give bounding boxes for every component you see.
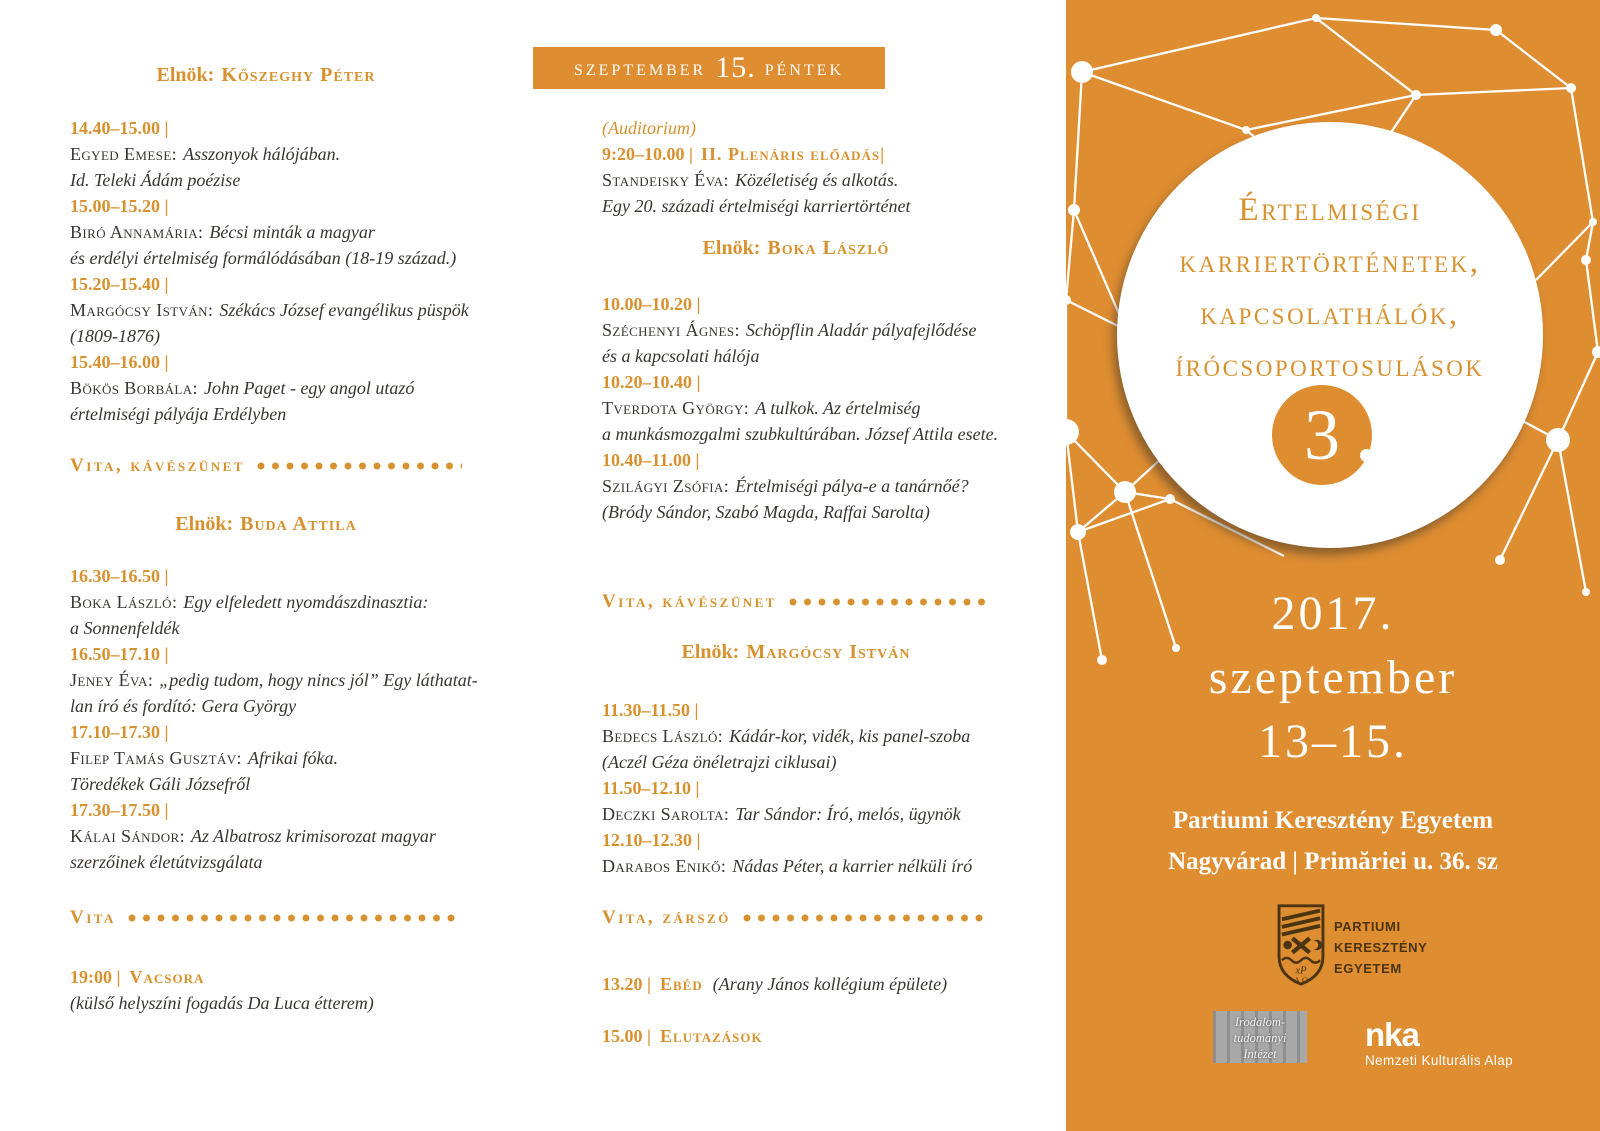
auditorium-note: (Auditorium) xyxy=(602,118,696,138)
talk-line xyxy=(70,219,462,245)
lunch-line xyxy=(602,971,990,997)
talk-title: Afrikai fóka. xyxy=(247,748,338,768)
dinner-note: (külső helyszíni fogadás Da Luca étterem) xyxy=(70,993,374,1013)
speaker-name: Kálai Sándor: xyxy=(70,826,185,846)
pke-logo xyxy=(1275,903,1427,987)
talk-line xyxy=(602,317,990,343)
talk-title-cont: Töredékek Gáli Józsefről xyxy=(70,774,251,794)
meal-time: 19:00 | xyxy=(70,967,121,987)
speaker-name: Jeney Éva: xyxy=(70,670,154,690)
conference-title-line: karriertörténetek, xyxy=(1179,244,1481,280)
talk-line xyxy=(602,167,990,193)
talk-title: Az Albatrosz krimisorozat magyar xyxy=(190,826,436,846)
program-column-day3 xyxy=(533,0,999,1049)
talk-title: A tulkok. Az értelmiség xyxy=(755,398,921,418)
lunch-note: (Arany János kollégium épülete) xyxy=(712,974,948,994)
talk-title: Székács József evangélikus püspök xyxy=(219,300,469,320)
conference-title-line: írócsoportosulások xyxy=(1175,348,1485,384)
talk-title: „pedig tudom, hogy nincs jól” Egy láthatat- xyxy=(159,670,478,690)
program-column-day2 xyxy=(70,0,478,1016)
talk-title-cont: értelmiségi pályája Erdélyben xyxy=(70,404,287,424)
talk-line xyxy=(602,473,990,499)
departure-time: 15.00 | xyxy=(602,1026,651,1046)
talk-title-cont: a munkásmozgalmi szubkultúrában. József Attila esete. xyxy=(602,424,999,444)
talk-title: John Paget - egy angol utazó xyxy=(203,378,415,398)
session-time: 11.50–12.10 | xyxy=(602,778,700,798)
session-time: 12.10–12.30 | xyxy=(602,830,701,850)
chair-label: Elnök: xyxy=(702,237,761,259)
talk-title-cont: a Sonnenfeldék xyxy=(70,618,180,638)
speaker-name: Filep Tamás Gusztáv: xyxy=(70,748,242,768)
talk-line xyxy=(70,375,462,401)
speaker-name: Bedecs László: xyxy=(602,726,724,746)
iti-logo-line: Intézet xyxy=(1243,1047,1277,1061)
date-line: szeptember xyxy=(1208,651,1458,704)
talk-line xyxy=(70,667,478,693)
pke-shield-alpha-omega: A Ω xyxy=(1293,975,1309,986)
talk-title-cont: (Aczél Géza önéletrajzi ciklusai) xyxy=(602,752,837,772)
session-time: 10.20–10.40 | xyxy=(602,372,701,392)
talk-title: Schöpflin Aladár pályafejlődése xyxy=(745,320,977,340)
plenary-line xyxy=(602,141,990,167)
speaker-name: Bökös Borbála: xyxy=(70,378,198,398)
meal-time: 13.20 | xyxy=(602,974,651,994)
title-circle xyxy=(1117,122,1543,548)
dots-leader xyxy=(128,914,462,922)
talk-title: Nádas Péter, a karrier nélküli író xyxy=(732,856,973,876)
iti-logo-line: tudományi xyxy=(1233,1031,1287,1045)
break-label: Vita, kávészünet xyxy=(70,455,245,476)
dots-leader xyxy=(789,598,990,606)
session-time: 15.40–16.00 | xyxy=(70,352,169,372)
chair-heading xyxy=(70,511,462,537)
session-time: 15.20–15.40 | xyxy=(70,274,169,294)
departure-line xyxy=(602,1023,990,1049)
talk-title: Tar Sándor: Író, melós, ügynök xyxy=(735,804,961,824)
chair-name: Boka László xyxy=(767,237,890,259)
banner-month: szeptember xyxy=(573,55,707,80)
talk-title-cont: (Bródy Sándor, Szabó Magda, Raffai Sarolta) xyxy=(602,502,930,522)
session-time: 17.30–17.50 | xyxy=(70,800,169,820)
break-row xyxy=(70,905,462,931)
session-time: 16.30–16.50 | xyxy=(70,566,169,586)
session-time: 10.00–10.20 | xyxy=(602,294,701,314)
talk-title-cont: lan író és fordító: Gera György xyxy=(70,696,297,716)
chair-heading xyxy=(602,639,990,665)
chair-label: Elnök: xyxy=(175,513,234,535)
chair-name: Buda Attila xyxy=(240,513,357,535)
talk-title-cont: Egy 20. századi értelmiségi karriertörténet xyxy=(602,196,911,216)
talk-line xyxy=(70,141,462,167)
speaker-name: Tverdota György: xyxy=(602,398,750,418)
venue-line: Nagyvárad | Primăriei u. 36. sz xyxy=(1168,848,1498,875)
chair-name: Margócsy István xyxy=(746,641,911,663)
chair-heading xyxy=(602,235,990,261)
plenary-label: II. Plenáris előadás| xyxy=(700,144,886,164)
talk-line xyxy=(602,853,990,879)
speaker-name: Boka László: xyxy=(70,592,178,612)
meal-label: Vacsora xyxy=(129,967,205,987)
pke-logo-text xyxy=(1334,916,1427,987)
iti-logo-line: Irodalom- xyxy=(1234,1015,1286,1029)
talk-title: Bécsi minták a magyar xyxy=(209,222,375,242)
talk-title: Kádár-kor, vidék, kis panel-szoba xyxy=(729,726,971,746)
dots-leader xyxy=(743,914,990,922)
venue xyxy=(1066,800,1600,882)
dots-leader xyxy=(257,462,462,470)
talk-title-cont: és erdélyi értelmiség formálódásában (18-19 század.) xyxy=(70,248,457,268)
talk-line xyxy=(70,589,462,615)
pke-shield-monogram: xP xyxy=(1295,965,1307,977)
day-banner xyxy=(533,47,885,89)
conference-title-line: kapcsolathálók, xyxy=(1200,296,1460,332)
pke-logo-line: PARTIUMI xyxy=(1334,919,1401,934)
date-line: 13–15. xyxy=(1258,715,1408,768)
talk-line xyxy=(602,395,990,421)
break-label: Vita, zárszó xyxy=(602,907,731,928)
talk-line xyxy=(70,745,462,771)
meal-label: Ebéd xyxy=(659,974,703,994)
talk-line xyxy=(602,801,990,827)
chair-name: Kőszeghy Péter xyxy=(221,64,376,86)
break-label: Vita, kávészünet xyxy=(602,591,777,612)
pke-logo-line: KERESZTÉNY xyxy=(1334,940,1428,955)
conference-title-line: Értelmiségi xyxy=(1238,192,1422,228)
venue-line: Partiumi Keresztény Egyetem xyxy=(1172,807,1494,834)
speaker-name: Darabos Enikő: xyxy=(602,856,727,876)
session-time: 9:20–10.00 | xyxy=(602,144,693,164)
session-block xyxy=(70,115,469,427)
chair-label: Elnök: xyxy=(156,64,215,86)
session-block xyxy=(602,291,999,525)
session-time: 10.40–11.00 | xyxy=(602,450,700,470)
pke-logo-line: EGYETEM xyxy=(1334,961,1402,976)
nka-logo-caption: Nemzeti Kulturális Alap xyxy=(1365,1053,1514,1068)
pke-shield-icon xyxy=(1275,903,1327,987)
session-time: 11.30–11.50 | xyxy=(602,700,699,720)
day3-body xyxy=(602,115,999,1049)
speaker-name: Biró Annamária: xyxy=(70,222,204,242)
speaker-name: Egyed Emese: xyxy=(70,144,178,164)
banner-day: 15. xyxy=(715,51,756,84)
talk-title: Értelmiségi pálya-e a tanárnőé? xyxy=(735,476,969,496)
talk-title-cont: és a kapcsolati hálója xyxy=(602,346,760,366)
session-time: 14.40–15.00 | xyxy=(70,118,169,138)
speaker-name: Deczki Sarolta: xyxy=(602,804,730,824)
talk-title-cont: Id. Teleki Ádám poézise xyxy=(70,170,241,190)
break-row xyxy=(70,453,462,479)
volume-number: 3 xyxy=(1304,395,1340,475)
chair-heading xyxy=(70,62,462,88)
talk-title: Asszonyok hálójában. xyxy=(183,144,341,164)
session-block xyxy=(70,563,478,875)
departure-label: Elutazások xyxy=(659,1026,763,1046)
break-label: Vita xyxy=(70,907,116,928)
talk-line xyxy=(70,823,462,849)
volume-badge xyxy=(1272,385,1372,485)
badge-dot xyxy=(1360,449,1373,462)
session-time: 17.10–17.30 | xyxy=(70,722,169,742)
session-block xyxy=(602,697,990,879)
dinner-line xyxy=(70,964,462,990)
talk-title: Egy elfeledett nyomdászdinasztia: xyxy=(183,592,429,612)
date-line: 2017. xyxy=(1271,587,1395,640)
speaker-name: Standeisky Éva: xyxy=(602,170,729,190)
talk-line xyxy=(602,723,990,749)
talk-title-cont: szerzőinek életútvizsgálata xyxy=(70,852,263,872)
speaker-name: Széchenyi Ágnes: xyxy=(602,320,740,340)
conference-title xyxy=(1117,122,1543,392)
talk-line xyxy=(70,297,469,323)
nka-logo xyxy=(1365,1016,1514,1068)
iti-logo xyxy=(1213,1011,1307,1063)
banner-weekday: péntek xyxy=(764,55,845,80)
talk-title-cont: (1809-1876) xyxy=(70,326,160,346)
break-row xyxy=(602,905,990,931)
talk-title: Közéletiség és alkotás. xyxy=(734,170,899,190)
speaker-name: Margócsy István: xyxy=(70,300,214,320)
speaker-name: Szilágyi Zsófia: xyxy=(602,476,730,496)
cover-panel xyxy=(1066,0,1600,1131)
event-date xyxy=(1066,582,1600,774)
break-row xyxy=(602,589,990,615)
session-time: 16.50–17.10 | xyxy=(70,644,169,664)
nka-logo-mark: nka xyxy=(1365,1016,1419,1053)
chair-label: Elnök: xyxy=(681,641,740,663)
session-time: 15.00–15.20 | xyxy=(70,196,169,216)
